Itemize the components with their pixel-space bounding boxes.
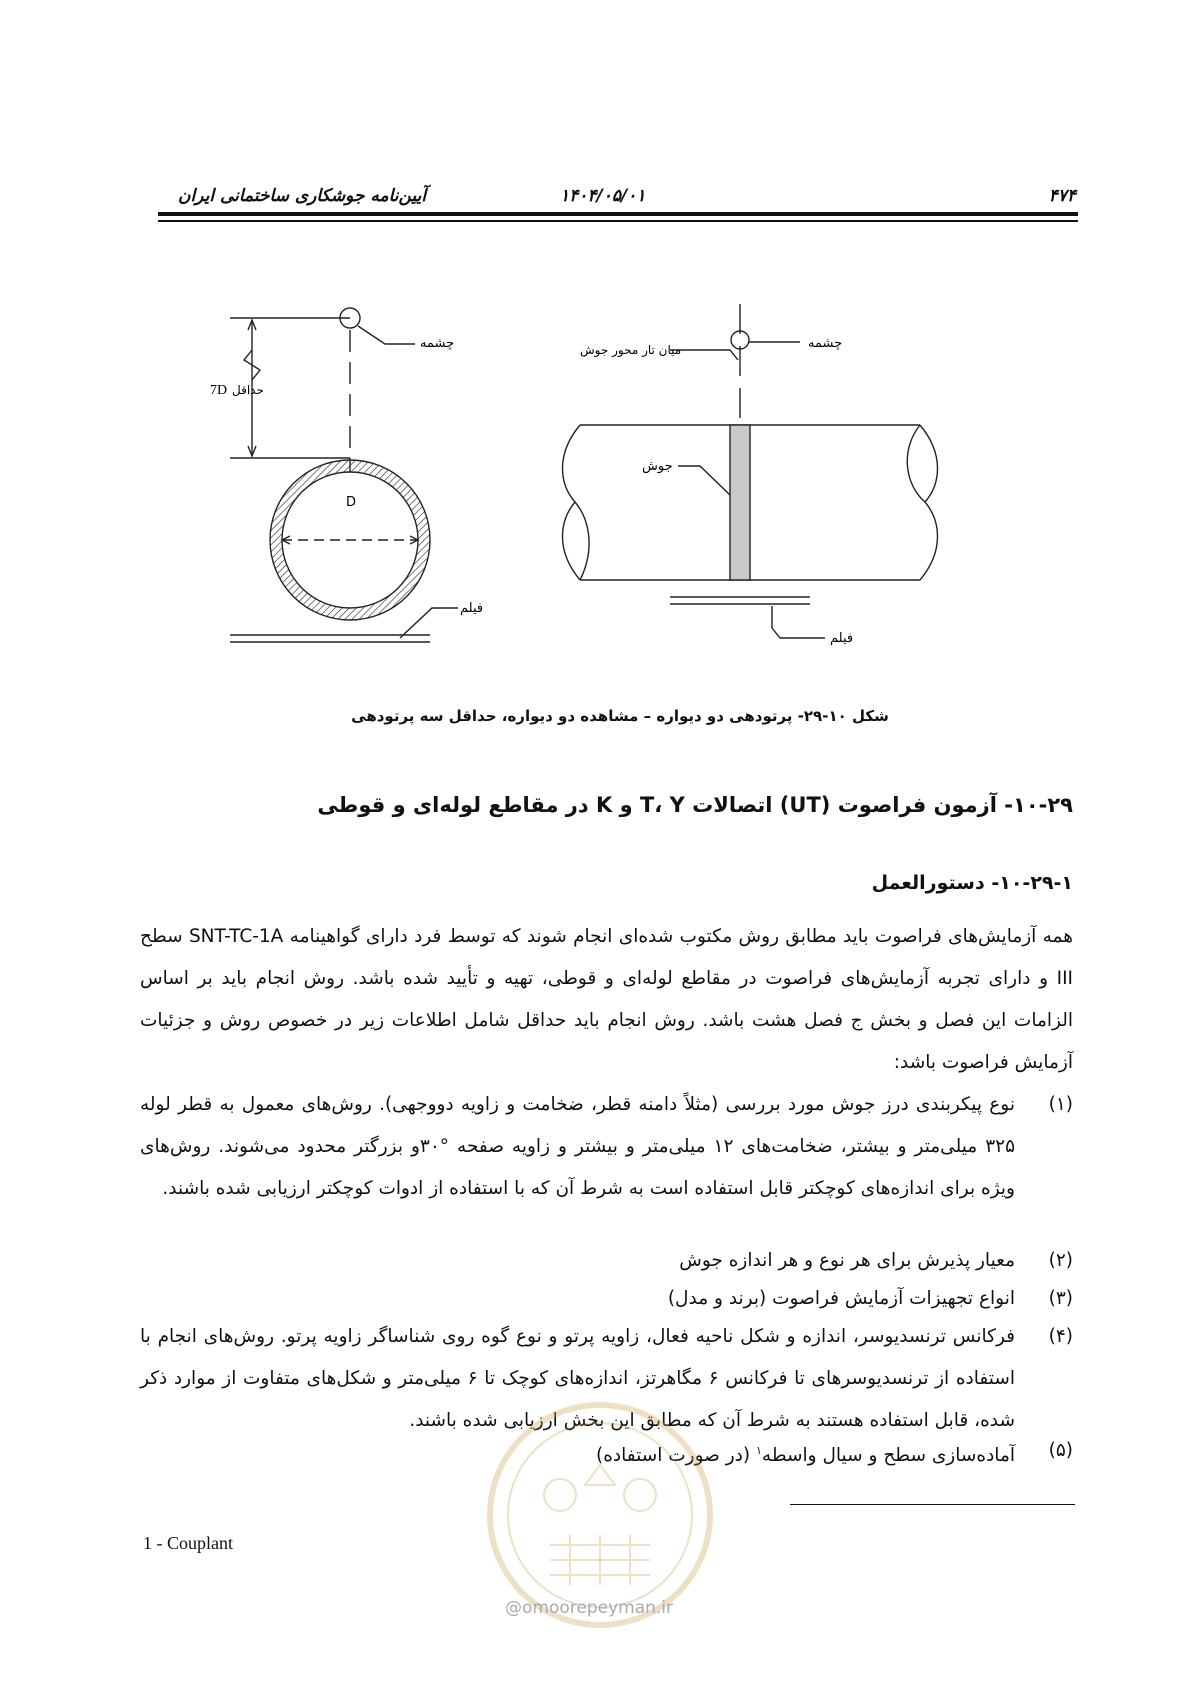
watermark-url-text: omoorepeyman.ir [522, 1598, 674, 1618]
body-paragraph: همه آزمایش‌های فراصوت باید مطابق روش مکتوب شده‌ای انجام شوند که توسط فرد دارای گواهینامه SNT-TC-1A سطح III و دارای تجربه آزمایش‌های فراصوت در مقاطع لوله‌ای و قوطی، تهیه و تأیید شده باشد. روش انجام باید بر اساس الزامات این فصل و بخش ج فصل هشت باشد. روش انجام باید حداقل شامل اطلاعات زیر در خصوص روش و جزئیات آزمایش فراصوت باشد: [140, 926, 1074, 1073]
leader-film-right [772, 628, 825, 638]
right-axis-label: میان تار محور جوش [580, 343, 682, 357]
figure-radiography [200, 290, 1000, 710]
list-item-number: (۵) [1048, 1440, 1073, 1461]
list-item-text: انواع تجهیزات آزمایش فراصوت (برند و مدل) [667, 1288, 1015, 1309]
left-diagram [230, 308, 458, 642]
leader-film-left [400, 608, 458, 638]
list-item [140, 1240, 1073, 1282]
list-item-text: فرکانس ترنسدیوسر، اندازه و شکل ناحیه فعال، زاویه پرتو و نوع گوه روی شناساگر زاویه پرتو. روش‌های انجام با استفاده از ترنسدیوسرهای تا فرکانس ۶ مگاهرتز، اندازه‌های کوچک تا ۶ میلی‌متر و شکل‌های متفاوت از موارد ذکر شده، قابل استفاده هستند به شرط آن که مطابق این بخش ارزیابی شده باشند. [140, 1326, 1015, 1431]
left-source-label: چشمه [420, 336, 455, 351]
left-distance-value: 7D [210, 383, 228, 398]
footnote-marker: ۱ [756, 1444, 762, 1457]
footnote-rule [790, 1504, 1075, 1505]
header-rule-thin [158, 220, 1078, 222]
list-item-number: (۱) [1048, 1094, 1073, 1115]
left-distance-label: حداقل [232, 383, 264, 397]
figure-caption: شکل ۱۰-۲۹- پرتودهی دو دیواره – مشاهده دو دیواره، حداقل سه پرتودهی [351, 707, 889, 725]
list-item-text-main: آماده‌سازی سطح و سیال واسطه [761, 1445, 1015, 1467]
list-item-number: (۳) [1048, 1288, 1073, 1309]
pipe-right-end [907, 425, 937, 580]
footnote: 1 - Couplant [143, 1533, 233, 1553]
list-item-text: نوع پیکربندی درز جوش مورد بررسی (مثلاً دامنه قطر، ضخامت و زاویه دووجهی). روش‌های معمول به قطر لوله ۳۲۵ میلی‌متر و بیشتر، ضخامت‌های ۱۲ میلی‌متر و بیشتر و زاویه صفحه °۳۰و بزرگتر محدود می‌شوند. روش‌های ویژه برای اندازه‌های کوچکتر قابل استفاده است به شرط آن که با استفاده از ادوات کوچکتر ارزیابی شده باشند. [140, 1094, 1016, 1199]
right-source-label: چشمه [808, 336, 843, 351]
header-title: آیین‌نامه جوشکاری ساختمانی ایران [178, 186, 427, 206]
pipe-left-end [563, 425, 590, 580]
right-weld-label: جوش [642, 459, 673, 474]
leader-weld [678, 466, 730, 495]
list-item-text: معیار پذیرش برای هر نوع و هر اندازه جوش [679, 1250, 1015, 1271]
subsection-heading: ۱۰-۲۹-۱- دستورالعمل [871, 872, 1073, 894]
watermark-url [505, 1598, 673, 1618]
left-diameter-label: D [346, 495, 357, 510]
right-film-label: فیلم [830, 631, 854, 646]
header-date: ۱۴۰۴/۰۵/۰۱ [560, 186, 646, 206]
watermark-at-icon: @ [505, 1598, 522, 1618]
list-item-text-tail: (در صورت استفاده) [595, 1445, 756, 1467]
list-item-number: (۴) [1048, 1326, 1073, 1347]
list-item [140, 1278, 1073, 1320]
list-item [140, 1084, 1073, 1210]
leader-source-left [358, 326, 415, 344]
weld-strip [730, 425, 750, 580]
section-heading: ۱۰-۲۹- آزمون فراصوت (UT) اتصالات T، Y و K در مقاطع لوله‌ای و قوطی [317, 793, 1073, 817]
left-film-label: فیلم [460, 601, 484, 616]
list-item-number: (۲) [1048, 1250, 1073, 1271]
page-number: ۴۷۴ [1048, 186, 1076, 206]
header-rule-thick [158, 212, 1078, 216]
